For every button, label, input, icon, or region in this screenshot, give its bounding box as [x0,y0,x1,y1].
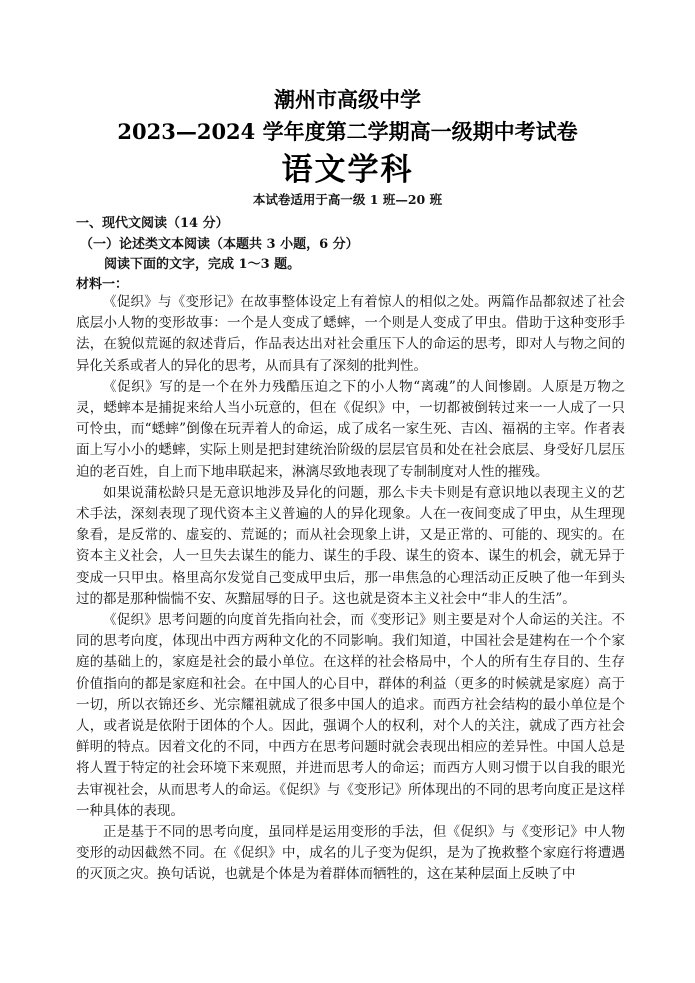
passage-body [76,292,625,886]
paragraph: 《促织》思考问题的向度首先指向社会，而《变形记》则主要是对个人命运的关注。不同的思考向度，体现出中西方两种文化的不同影响。我们知道，中国社会是建构在一个个家庭的基础上的，家庭是社会的最小单位。在这样的社会格局中，个人的所有生存目的、生存价值指向的都是家庭和社会。在中国人的心目中，群体的利益（更多的时候就是家庭）高于一切，所以衣锦还乡、光宗耀祖就成了很多中国人的追求。而西方社会结构的最小单位是个人，或者说是依附于团体的个人。因此，强调个人的权利，对个人的关注，就成了西方社会鲜明的特点。因着文化的不同，中西方在思考问题时就会表现出相应的差异性。中国人总是将人置于特定的社会环境下来观照，并进而思考人的命运；而西方人则习惯于以自我的眼光去审视社会，从而思考人的命运。《促织》与《变形记》所体现出的不同的思考向度正是这样一种具体的表现。 [76,612,625,819]
school-name: 潮州市高级中学 [274,87,421,112]
subject-title: 语文学科 [281,152,414,188]
reading-instruction: 阅读下面的文字，完成 1～3 题。 [104,257,301,272]
exam-scope: 本试卷适用于高一级 1 班—20 班 [252,192,443,207]
paragraph: 《促织》与《变形记》在故事整体设定上有着惊人的相似之处。两篇作品都叙述了社会底层小人物的变形故事：一个是人变成了蟋蟀，一个则是人变成了甲虫。借助于这种变形手法，在貌似荒诞的叙述背后，作品表达出对社会重压下人的命运的思考，即对人与物之间的异化关系或者人的异化的思考，从而具有了深刻的批判性。 [76,294,625,374]
exam-title: 2023—2024 学年度第二学期高一级期中考试卷 [117,119,578,144]
paragraph: 如果说蒲松龄只是无意识地涉及异化的问题，那么卡夫卡则是有意识地以表现主义的艺术手法，深刻表现了现代资本主义普遍的人的异化现象。人在一夜间变成了甲虫，从生理现象看，是反常的、虚妄的、荒诞的；而从社会现象上讲，又是正常的、可能的、现实的。在资本主义社会，人一旦失去谋生的能力、谋生的手段、谋生的资本、谋生的机会，就无异于变成一只甲虫。格里高尔发觉自己变成甲虫后，那一串焦急的心理活动正反映了他一年到头过的都是那种惴惴不安、灰黯屈辱的日子。这也就是资本主义社会中“非人的生活”。 [76,484,625,607]
paragraph: 正是基于不同的思考向度，虽同样是运用变形的手法，但《促织》与《变形记》中人物变形的动因截然不同。在《促织》中，成名的儿子变为促织，是为了挽救整个家庭行将遭遇的灭顶之灾。换句话说，也就是个体是为着群体而牺牲的，这在某种层面上反映了中 [76,824,625,883]
paragraph: 《促织》写的是一个在外力残酷压迫之下的小人物“离魂”的人间惨剧。人原是万物之灵，蟋蟀本是捕捉来给人当小玩意的，但在《促织》中，一切都被倒转过来一一人成了一只可怜虫，而“蟋蟀”倒像在玩弄着人的命运，成了成名一家生死、吉凶、福祸的主宰。作者表面上写小小的蟋蟀，实际上则是把封建统治阶级的层层官员和处在社会底层、身受好几层压迫的老百姓，自上而下地串联起来，淋漓尽致地表现了专制制度对人性的摧残。 [76,378,625,480]
subsection-heading: （一）论述类文本阅读（本题共 3 小题，6 分） [80,237,359,252]
section-heading: 一、现代文阅读（14 分） [76,216,229,231]
material-label: 材料一： [76,277,129,292]
